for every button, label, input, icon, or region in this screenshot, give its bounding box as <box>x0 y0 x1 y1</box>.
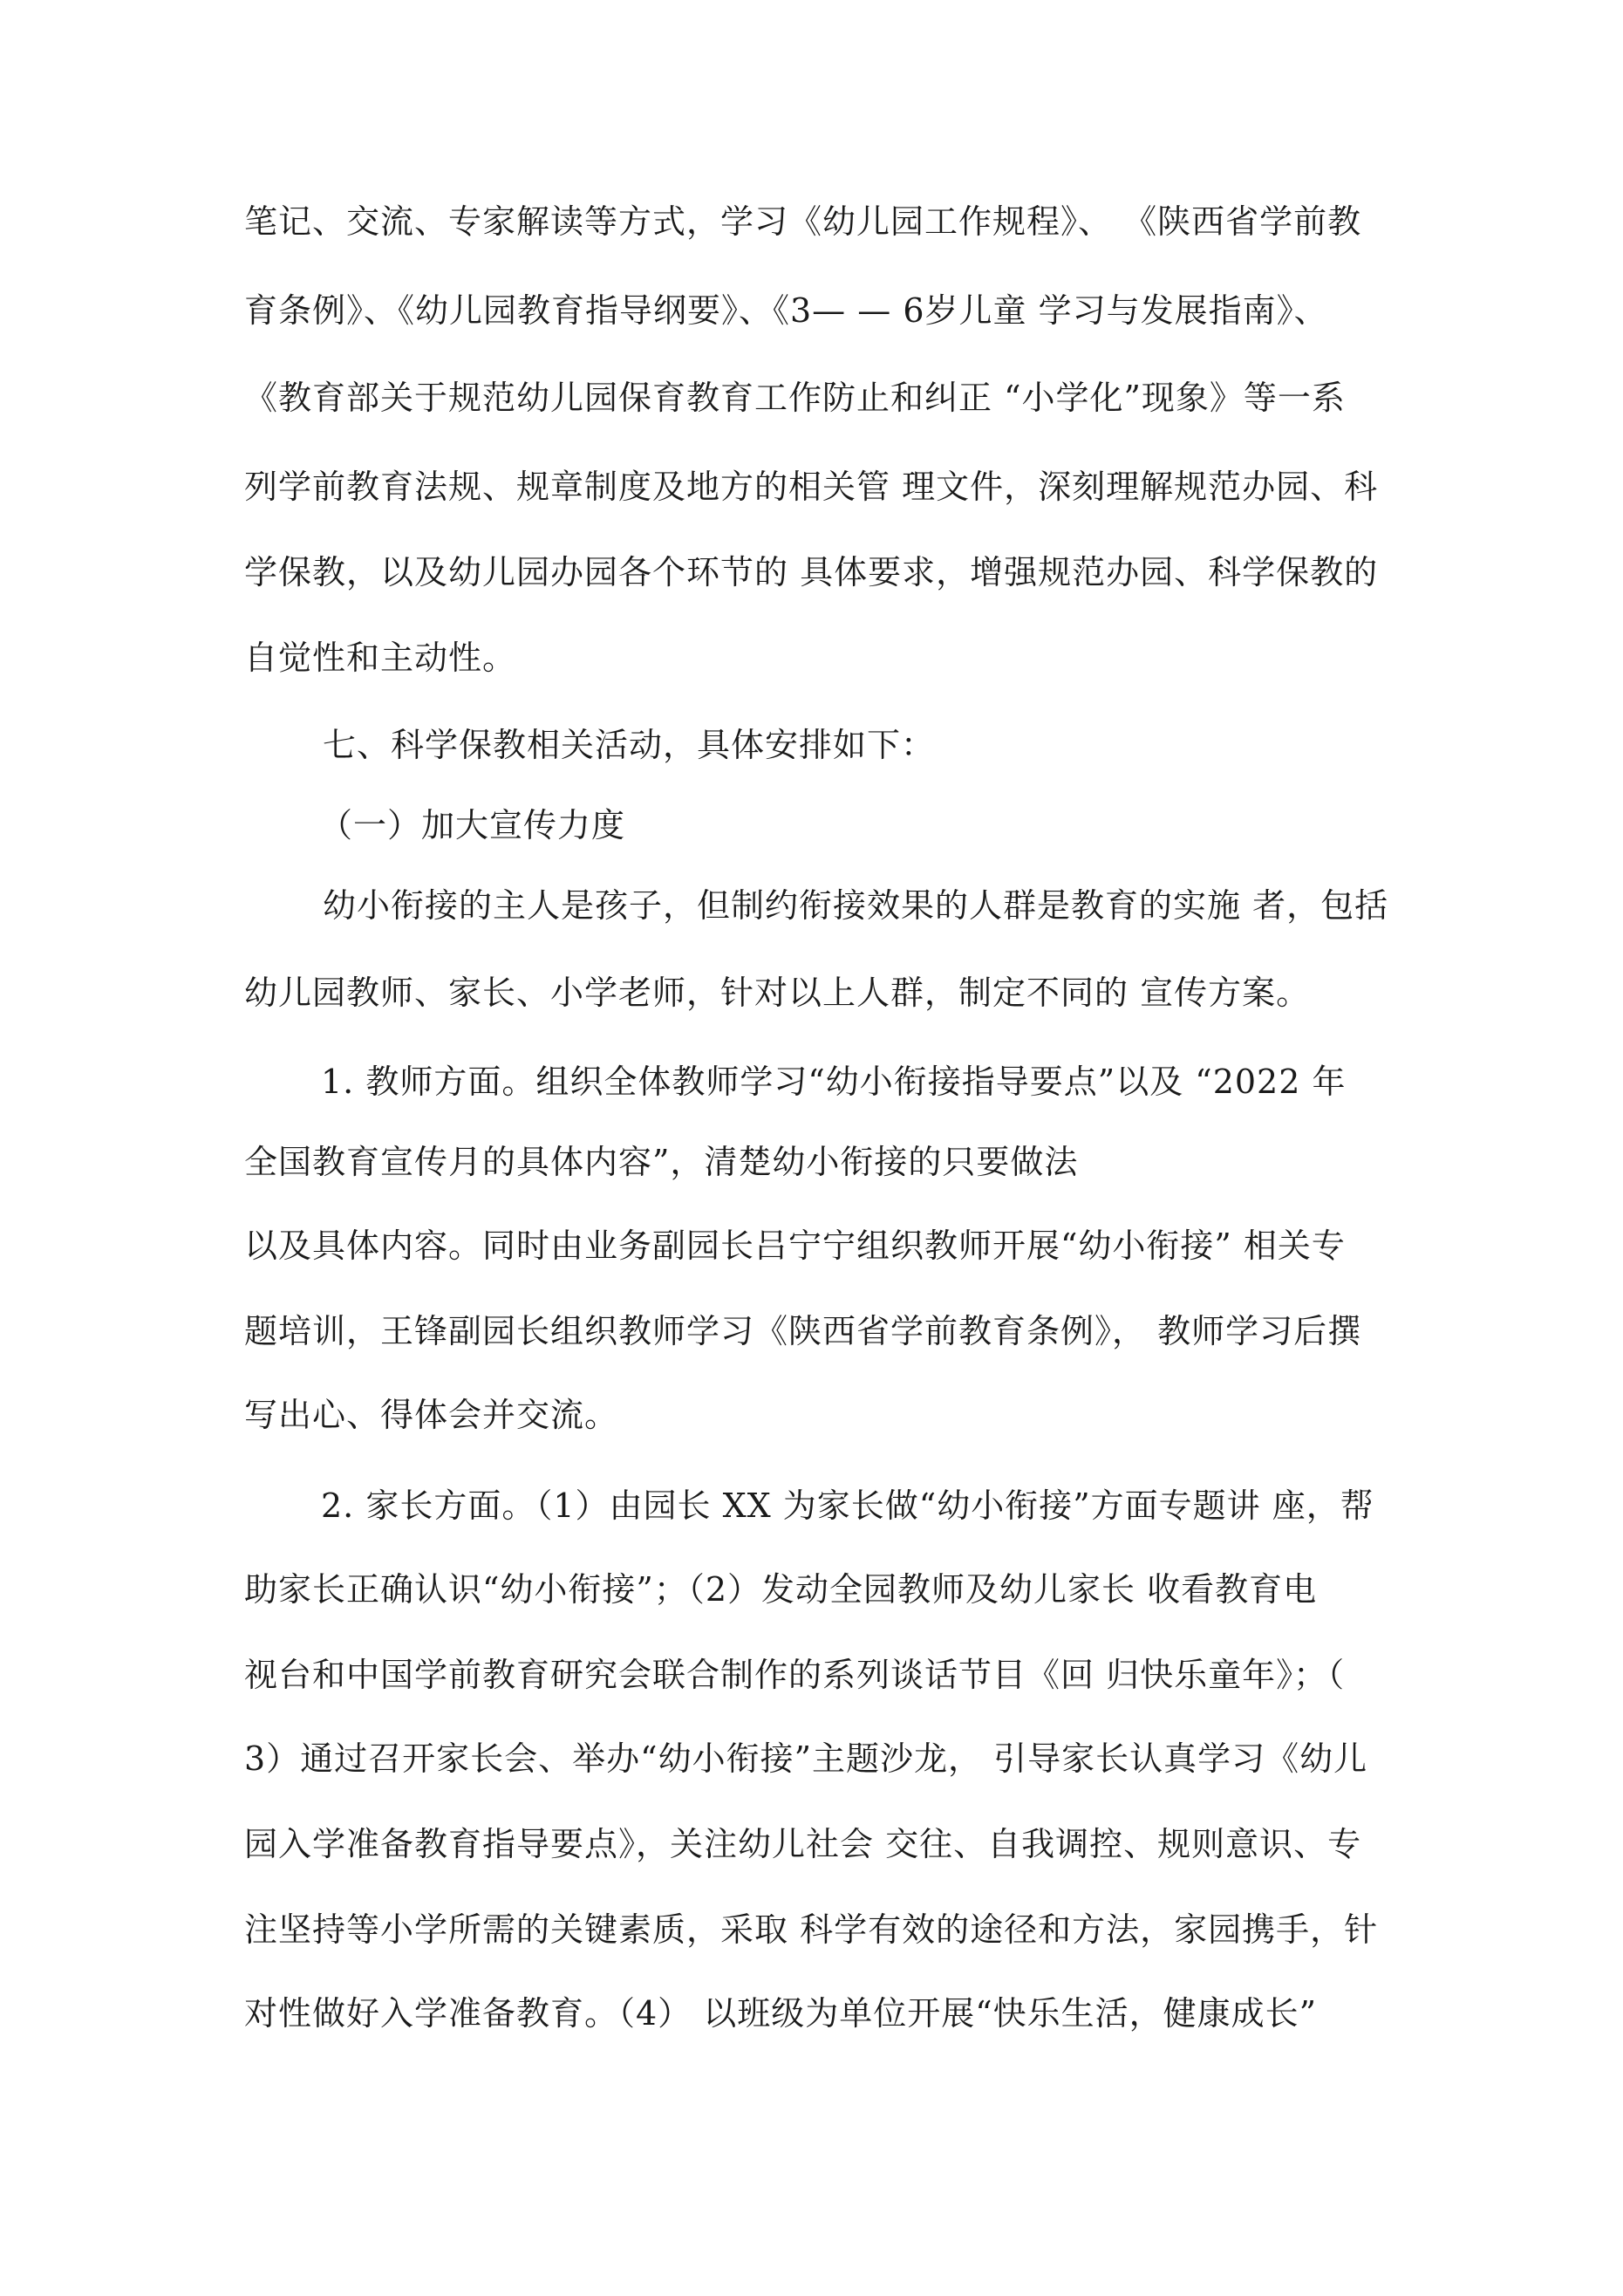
paragraph-line: 自觉性和主动性。 <box>244 639 517 677</box>
paragraph-line: 幼小衔接的主人是孩子，但制约衔接效果的人群是教育的实施 者，包括 <box>323 886 1389 925</box>
paragraph-line: 《教育部关于规范幼儿园保育教育工作防止和纠正 “小学化”现象》等一系 <box>244 379 1346 417</box>
paragraph-line: 育条例》、《幼儿园教育指导纲要》、《3— — 6岁儿童 学习与发展指南》、 <box>244 291 1328 330</box>
paragraph-line: 笔记、交流、专家解读等方式，学习《幼儿园工作规程》、 《陕西省学前教 <box>244 202 1362 241</box>
paragraph-line: 3）通过召开家长会、举办“幼小衔接”主题沙龙， 引导家长认真学习《幼儿 <box>244 1739 1368 1778</box>
paragraph-line: 学保教，以及幼儿园办园各个环节的 具体要求，增强规范办园、科学保教的 <box>244 553 1379 591</box>
paragraph-line: 幼儿园教师、家长、小学老师，针对以上人群，制定不同的 宣传方案。 <box>244 974 1311 1012</box>
paragraph-line: 助家长正确认识“幼小衔接”；（2）发动全园教师及幼儿家长 收看教育电 <box>244 1570 1318 1609</box>
paragraph-line: 列学前教育法规、规章制度及地方的相关管 理文件，深刻理解规范办园、科 <box>244 468 1379 506</box>
paragraph-line: 写出心、得体会并交流。 <box>244 1396 619 1434</box>
paragraph-line: 园入学准备教育指导要点》，关注幼儿社会 交往、自我调控、规则意识、专 <box>244 1825 1362 1863</box>
section-heading: 七、科学保教相关活动，具体安排如下： <box>323 726 936 764</box>
paragraph-line: 以及具体内容。同时由业务副园长吕宁宁组织教师开展“幼小衔接” 相关专 <box>244 1227 1346 1265</box>
paragraph-line: 对性做好入学准备教育。（4） 以班级为单位开展“快乐生活，健康成长” <box>244 1994 1318 2033</box>
paragraph-line: 全国教育宣传月的具体内容”，清楚幼小衔接的只要做法 <box>244 1143 1079 1181</box>
paragraph-line: 1. 教师方面。组织全体教师学习“幼小衔接指导要点”以及 “2022 年 <box>321 1063 1347 1101</box>
paragraph-line: 题培训，王锋副园长组织教师学习《陕西省学前教育条例》， 教师学习后撰 <box>244 1312 1362 1350</box>
paragraph-line: 2. 家长方面。（1）由园长 XX 为家长做“幼小衔接”方面专题讲 座，帮 <box>321 1486 1374 1525</box>
paragraph-line: 视台和中国学前教育研究会联合制作的系列谈话节目《回 归快乐童年》；（ <box>244 1656 1346 1694</box>
paragraph-line: 注坚持等小学所需的关键素质，采取 科学有效的途径和方法，家园携手，针 <box>244 1910 1379 1949</box>
subsection-heading: （一）加大宣传力度 <box>319 806 626 844</box>
